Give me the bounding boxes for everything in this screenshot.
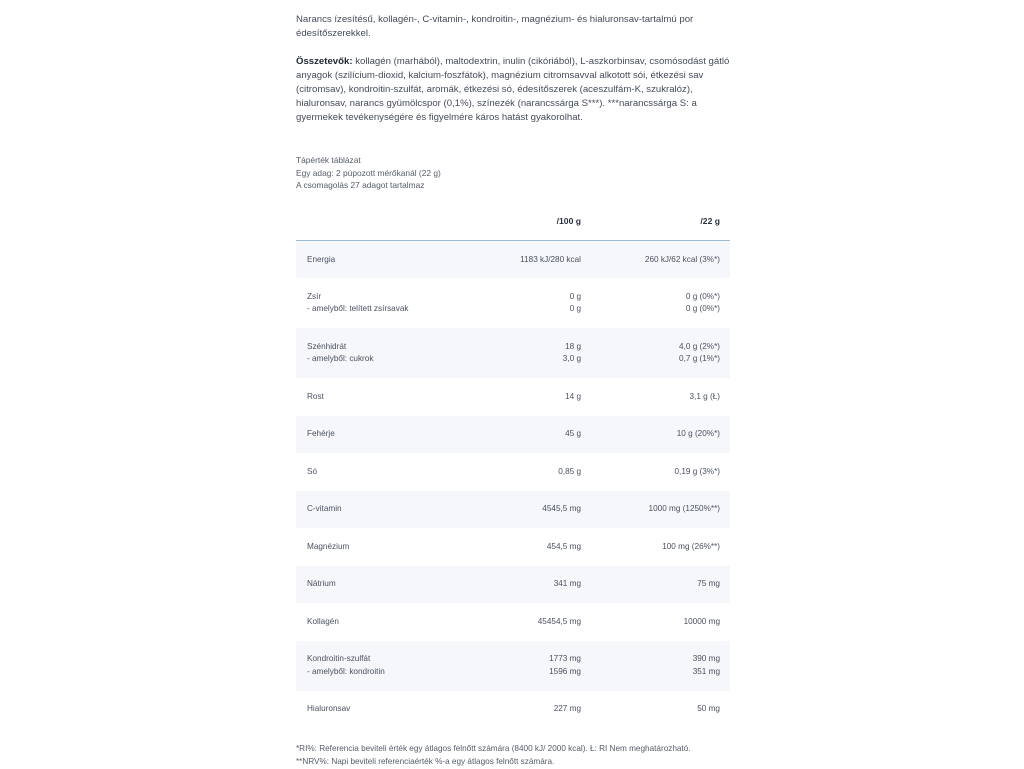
value-per-100g xyxy=(476,566,581,604)
nutrient-name xyxy=(296,691,476,729)
value-per-serving-subline: 0 g (0%*) xyxy=(685,304,720,314)
value-per-100g xyxy=(476,378,581,416)
value-per-100g-line: 1183 kJ/280 kcal xyxy=(520,254,581,264)
value-per-100g-line: 0,85 g xyxy=(558,466,581,476)
value-per-100g xyxy=(476,603,581,641)
nutrient-name-subline: - amelyből: telített zsírsavak xyxy=(307,304,409,314)
value-per-100g xyxy=(476,491,581,529)
footnote-nrv: **NRV%: Napi beviteli referenciaérték %-a egy átlagos felnőtt számára. xyxy=(296,756,555,766)
table-row xyxy=(296,241,730,279)
value-per-serving xyxy=(581,491,730,529)
table-row xyxy=(296,603,730,641)
value-per-serving-subline: 0,7 g (1%*) xyxy=(679,354,720,364)
nutrient-name xyxy=(296,641,476,691)
value-per-100g xyxy=(476,416,581,454)
nutrient-name xyxy=(296,378,476,416)
nutrient-name xyxy=(296,278,476,328)
table-row xyxy=(296,416,730,454)
serving-size: Egy adag: 2 púpozott mérőkanál (22 g) xyxy=(296,167,441,178)
value-per-100g-subline: 3,0 g xyxy=(562,354,581,364)
value-per-serving-line: 0,19 g (3%*) xyxy=(674,466,720,476)
value-per-serving-line: 100 mg (26%**) xyxy=(662,541,720,551)
value-per-serving-line: 0 g (0%*) xyxy=(685,291,720,301)
nutrition-header-row xyxy=(296,202,730,241)
value-per-serving-line: 390 mg xyxy=(692,654,720,664)
value-per-serving-line: 260 kJ/62 kcal (3%*) xyxy=(644,254,720,264)
ingredients-label: Összetevők: xyxy=(296,55,353,67)
value-per-serving xyxy=(581,241,730,279)
value-per-serving xyxy=(581,641,730,691)
value-per-100g xyxy=(476,453,581,491)
table-row xyxy=(296,328,730,378)
value-per-serving-line: 10 g (20%*) xyxy=(676,429,720,439)
table-row xyxy=(296,491,730,529)
value-per-serving xyxy=(581,603,730,641)
nutrient-name-subline: - amelyből: kondroitin xyxy=(307,666,385,676)
value-per-100g-line: 18 g xyxy=(565,341,581,351)
table-row xyxy=(296,278,730,328)
value-per-serving xyxy=(581,328,730,378)
value-per-serving-line: 3,1 g (Ł) xyxy=(689,391,720,401)
table-row xyxy=(296,641,730,691)
value-per-serving xyxy=(581,528,730,566)
value-per-serving-line: 4,0 g (2%*) xyxy=(679,341,720,351)
value-per-100g xyxy=(476,641,581,691)
header-nutrient xyxy=(296,202,476,241)
table-row xyxy=(296,691,730,729)
nutrient-name xyxy=(296,603,476,641)
value-per-100g-line: 45454,5 mg xyxy=(537,616,581,626)
table-row xyxy=(296,453,730,491)
nutrient-name-line: Fehérje xyxy=(307,429,335,439)
value-per-100g-line: 14 g xyxy=(565,391,581,401)
header-per-100g: /100 g xyxy=(476,202,581,241)
value-per-100g xyxy=(476,241,581,279)
table-row xyxy=(296,378,730,416)
value-per-serving xyxy=(581,453,730,491)
nutrient-name-line: C-vitamin xyxy=(307,504,342,514)
nutrient-name-line: Szénhidrát xyxy=(307,341,347,351)
value-per-100g-line: 0 g xyxy=(569,291,581,301)
nutrition-table-title: Tápérték táblázat xyxy=(296,155,361,166)
table-row xyxy=(296,566,730,604)
value-per-100g-line: 45 g xyxy=(565,429,581,439)
nutrient-name-line: Kollagén xyxy=(307,616,339,626)
value-per-100g-subline: 0 g xyxy=(569,304,581,314)
header-per-serving: /22 g xyxy=(581,202,730,241)
footnote-ri: *RI%: Referencia beviteli érték egy átlagos felnőtt számára (8400 kJ/ 2000 kcal). Ł: RI Nem meghatározható. xyxy=(296,744,691,754)
nutrient-name xyxy=(296,566,476,604)
nutrient-name xyxy=(296,528,476,566)
nutrient-name-line: Energia xyxy=(307,254,336,264)
servings-per-pack: A csomagolás 27 adagot tartalmaz xyxy=(296,180,425,191)
nutrient-name xyxy=(296,491,476,529)
nutrition-meta xyxy=(296,154,730,192)
value-per-100g-subline: 1596 mg xyxy=(549,666,581,676)
value-per-100g-line: 454,5 mg xyxy=(546,541,581,551)
value-per-100g xyxy=(476,328,581,378)
value-per-serving-line: 50 mg xyxy=(697,704,720,714)
table-row xyxy=(296,528,730,566)
nutrient-name-line: Rost xyxy=(307,391,324,401)
value-per-serving xyxy=(581,566,730,604)
ingredients xyxy=(296,55,730,125)
value-per-100g-line: 1773 mg xyxy=(549,654,581,664)
value-per-100g-line: 341 mg xyxy=(553,579,581,589)
nutrient-name xyxy=(296,416,476,454)
value-per-serving-subline: 351 mg xyxy=(692,666,720,676)
product-info xyxy=(296,13,730,769)
value-per-serving-line: 1000 mg (1250%**) xyxy=(648,504,720,514)
value-per-100g xyxy=(476,691,581,729)
value-per-100g-line: 227 mg xyxy=(553,704,581,714)
value-per-serving xyxy=(581,691,730,729)
nutrient-name-line: Nátrium xyxy=(307,579,336,589)
value-per-serving-line: 75 mg xyxy=(697,579,720,589)
nutrient-name-subline: - amelyből: cukrok xyxy=(307,354,374,364)
product-description: Narancs ízesítésű, kollagén-, C-vitamin-, kondroitin-, magnézium- és hialuronsav-tartalmú por édesítőszerekkel. xyxy=(296,14,694,39)
nutrient-name xyxy=(296,241,476,279)
nutrient-name-line: Zsír xyxy=(307,291,322,301)
nutrient-name xyxy=(296,328,476,378)
value-per-serving xyxy=(581,378,730,416)
value-per-serving-line: 10000 mg xyxy=(683,616,720,626)
nutrient-name xyxy=(296,453,476,491)
value-per-100g xyxy=(476,528,581,566)
nutrition-table xyxy=(296,202,730,729)
footnotes xyxy=(296,743,730,768)
nutrient-name-line: Kondroitin-szulfát xyxy=(307,654,371,664)
value-per-serving xyxy=(581,416,730,454)
ingredients-text: kollagén (marhából), maltodextrin, inulin (cikóriából), L-aszkorbinsav, csomósodást gátló anyagok (szilícium-dioxid, kalcium-foszfátok), magnézium citromsavval alkotott sói, étkezési sav (citromsav), kondroitin-szulfát, aromák, étkezési só, édesítőszerek (aceszulfám-K, szukralóz), hialuronsav, narancs gyümölcspor (0,1%), színezék (narancssárga S***). ***narancssárga S: a gyermekek tevékenységére és figyelmére káros hatást gyakorolhat. xyxy=(296,55,730,123)
nutrient-name-line: Hialuronsav xyxy=(307,704,351,714)
nutrient-name-line: Só xyxy=(307,466,318,476)
nutrient-name-line: Magnézium xyxy=(307,541,350,551)
value-per-100g-line: 4545,5 mg xyxy=(542,504,581,514)
value-per-100g xyxy=(476,278,581,328)
value-per-serving xyxy=(581,278,730,328)
